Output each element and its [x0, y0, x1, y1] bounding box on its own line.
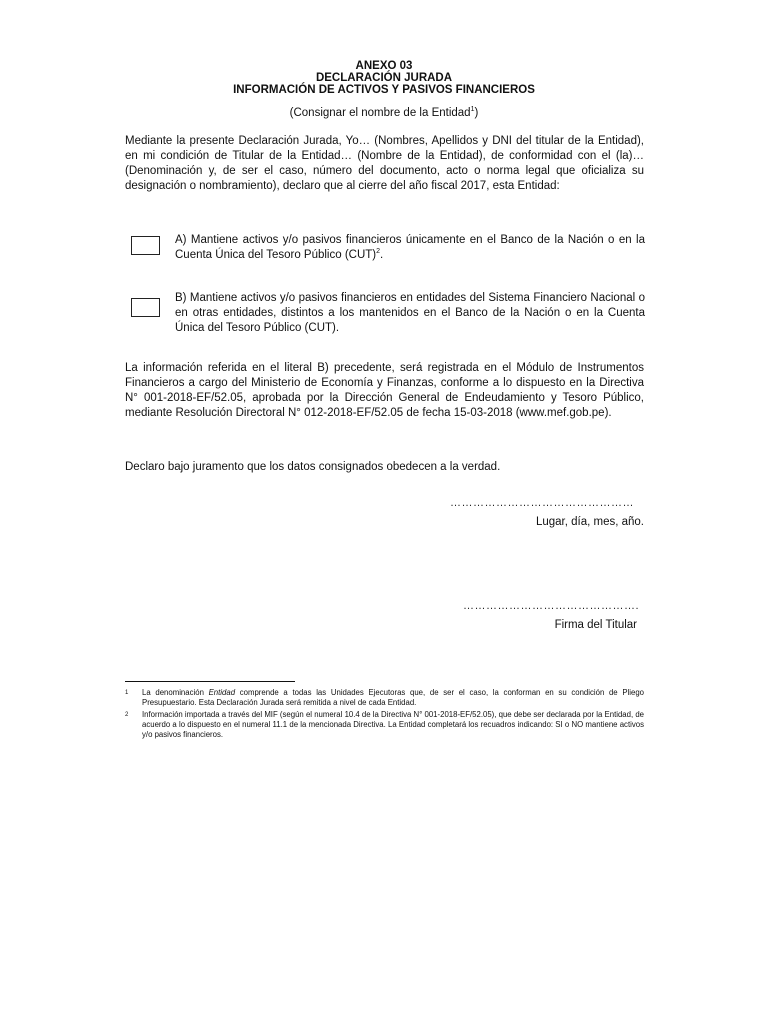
option-b-checkbox[interactable] — [131, 298, 160, 317]
document-title: DECLARACIÓN JURADA — [315, 72, 453, 84]
footnote-1 — [125, 688, 644, 710]
option-b-text: B) Mantiene activos y/o pasivos financieros en entidades del Sistema Financiero Nacional o en otras entidades, distintos a los mantenidos en el Banco de la Nación o en la Cuenta Única del Tesoro Público (CUT). — [175, 292, 645, 334]
place-date-label: Lugar, día, mes, año. — [535, 516, 644, 528]
signature-line: ………………………………………. — [463, 600, 640, 612]
footnote-text: Información importada a través del MIF (según el numeral 10.4 de la Directiva N° 001-2018-EF/52.05), que debe ser declarada por la Entidad, de acuerdo a lo dispuesto en el numeral 11.1 de la mencionada Directiva. La Entidad completará los recuadros indicando: SI o NO mantiene activos y/o pasivos financieros. — [142, 710, 644, 739]
footnote-number: 1 — [125, 690, 129, 696]
signature-label: Firma del Titular — [554, 619, 637, 631]
footnote-separator — [125, 681, 295, 682]
option-a-text: A) Mantiene activos y/o pasivos financieros únicamente en el Banco de la Nación o en la Cuenta Única del Tesoro Público (CUT)$^2$. — [175, 234, 645, 261]
footnote-ref-2: 2 — [376, 248, 381, 256]
document-subject: INFORMACIÓN DE ACTIVOS Y PASIVOS FINANCIEROS — [233, 84, 535, 96]
footnote-text: La denominación Entidad comprende a todas las Unidades Ejecutoras que, de ser el caso, la conforman en su condición de Pliego Presupuestario. Esta Declaración Jurada será remitida a nivel de cada Entidad. — [142, 688, 644, 707]
intro-paragraph: Mediante la presente Declaración Jurada, Yo… (Nombres, Apellidos y DNI del titular de la Entidad), en mi condición de Titular de la Entidad… (Nombre de la Entidad), de conformidad con el (la)… (Denominación y, de ser el caso, número del documento, acto o norma legal que oficializa su designación o nombramiento), declaro que al cierre del año fiscal 2017, esta Entidad: — [125, 135, 644, 192]
place-date-line: ………………………………………… — [450, 497, 634, 509]
entity-name-instruction: (Consignar el nombre de la Entidad$^1$) — [289, 106, 479, 119]
information-paragraph: La información referida en el literal B) precedente, será registrada en el Módulo de Instrumentos Financieros a cargo del Ministerio de Economía y Finanzas, conforme a lo dispuesto en la Directiva N° 001-2018-EF/52.05, aprobada por la Dirección General de Endeudamiento y Tesoro Público, mediante Resolución Directoral N° 012-2018-EF/52.05 de fecha 15-03-2018 (www.mef.gob.pe). — [125, 362, 644, 419]
option-a-checkbox[interactable] — [131, 236, 160, 255]
footnote-ref-1: 1 — [470, 106, 475, 114]
oath-statement: Declaro bajo juramento que los datos consignados obedecen a la verdad. — [125, 461, 501, 473]
footnote-2 — [125, 710, 644, 742]
annex-number: ANEXO 03 — [355, 60, 413, 72]
footnote-number: 2 — [125, 712, 129, 718]
